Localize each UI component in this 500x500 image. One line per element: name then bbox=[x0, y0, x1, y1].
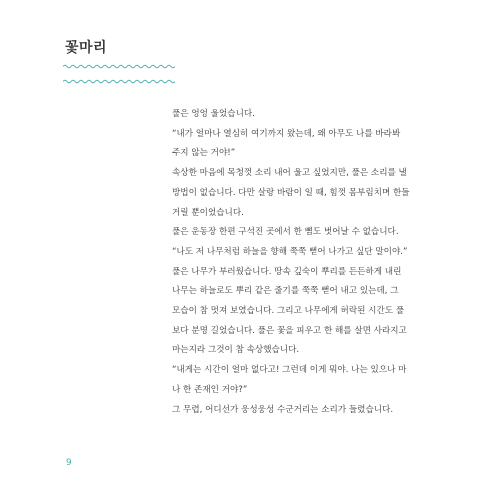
story-line: 거릴 뿐이었습니다. bbox=[172, 207, 244, 218]
wavy-divider-bottom bbox=[63, 79, 175, 84]
story-line: 풀은 엉엉 울었습니다. bbox=[172, 109, 255, 119]
wavy-divider-top bbox=[63, 64, 175, 69]
chapter-title: 꽃마리 bbox=[65, 40, 108, 56]
story-line: 속상한 마음에 목청껏 소리 내어 울고 싶었지만, 풀은 소리를 낼 bbox=[172, 168, 407, 179]
story-line: 보다 분명 길었습니다. 풀은 꽃을 피우고 한 해를 살면 사라지고 bbox=[172, 325, 407, 336]
story-line: “내게는 시간이 얼마 없다고! 그런데 이게 뭐야. 나는 있으나 마 bbox=[172, 365, 407, 376]
story-line: 나무는 하늘로도 뿌리 같은 줄기를 쭉쭉 뻗어 내고 있는데, 그 bbox=[172, 286, 399, 297]
chapter-header bbox=[63, 38, 183, 84]
story-line: 방법이 없습니다. 다만 살랑 바람이 일 때, 힘껏 몸부림치며 한들 bbox=[172, 187, 410, 198]
story-line: “내가 얼마나 열심히 여기까지 왔는데, 왜 아무도 나를 바라봐 bbox=[172, 128, 401, 139]
story-line: “나도 저 나무처럼 하늘을 향해 쭉쭉 뻗어 나가고 싶단 말이야.” bbox=[172, 246, 408, 257]
page-number: 9 bbox=[66, 458, 72, 468]
story-line: 그 무렵, 어디선가 웅성웅성 수군거리는 소리가 들렸습니다. bbox=[172, 404, 394, 415]
story-line: 풀은 나무가 부러웠습니다. 땅속 깊숙이 뿌리를 든든하게 내린 bbox=[172, 266, 402, 277]
story-line: 나 한 존재인 거야?” bbox=[172, 384, 248, 395]
story-body bbox=[172, 105, 434, 420]
story-line: 주지 않는 거야!” bbox=[172, 148, 236, 159]
story-line: 풀은 운동장 한편 구석진 곳에서 한 뼘도 벗어날 수 없습니다. bbox=[172, 227, 399, 238]
story-line: 마는지라 그것이 참 속상했습니다. bbox=[172, 345, 300, 356]
story-line: 모습이 참 멋져 보였습니다. 그리고 나무에게 허락된 시간도 풀 bbox=[172, 306, 405, 317]
